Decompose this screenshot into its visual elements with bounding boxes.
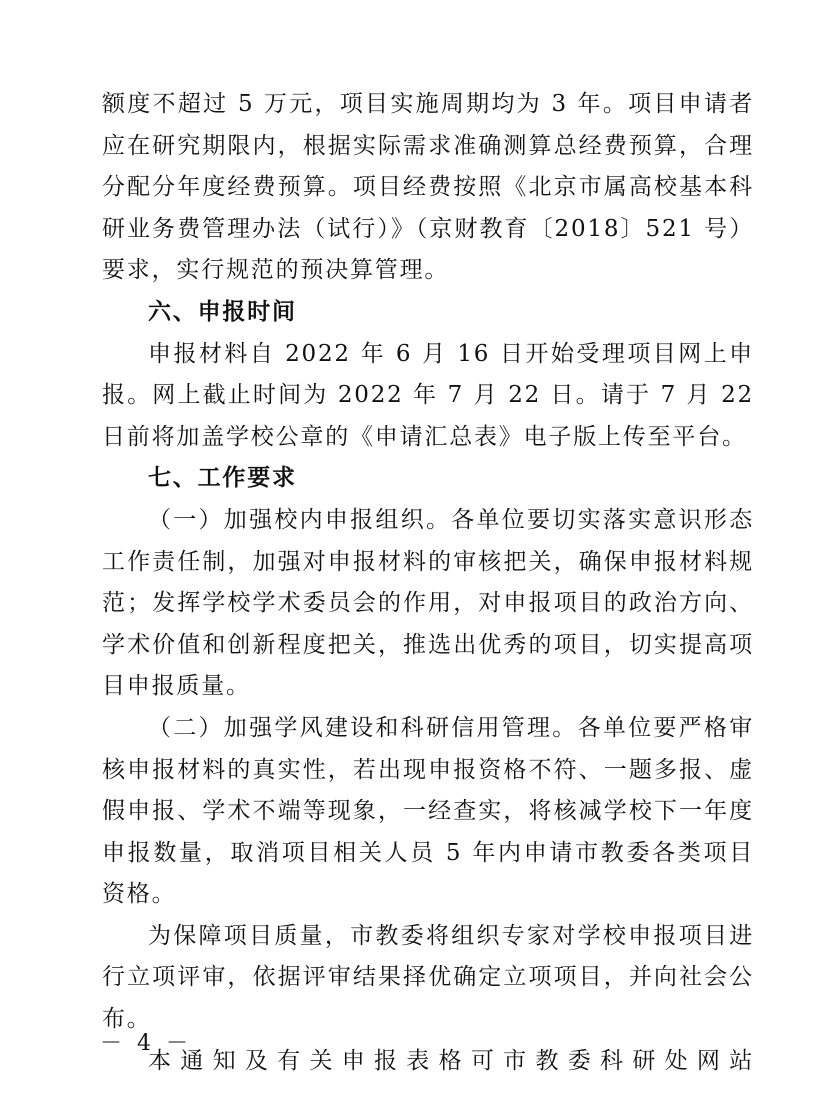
paragraph-review: 为保障项目质量，市教委将组织专家对学校申报项目进行立项评审，依据评审结果择优确定立项项目，并向社会公布。	[102, 922, 754, 1033]
document-body	[102, 84, 754, 1082]
heading-work-requirements: 七、工作要求	[148, 465, 297, 492]
paragraph-requirement-two: （二）加强学风建设和科研信用管理。各单位要严格审核申报材料的真实性，若出现申报资格不符、一题多报、虚假申报、学术不端等现象，一经查实，将核减学校下一年度申报数量，取消项目相关人员 5 年内申请市教委各类项目资格。	[102, 714, 754, 908]
paragraph-notice-continued: 本通知及有关申报表格可市教委科研处网站	[148, 1047, 754, 1074]
paragraph-funding: 额度不超过 5 万元，项目实施周期均为 3 年。项目申请者应在研究期限内，根据实际需求准确测算总经费预算，合理分配分年度经费预算。项目经费按照《北京市属高校基本科研业务费管理办法（试行）》（京财教育〔2018〕521 号）要求，实行规范的预决算管理。	[102, 91, 754, 284]
paragraph-application-time: 申报材料自 2022 年 6 月 16 日开始受理项目网上申报。网上截止时间为 2022 年 7 月 22 日。请于 7 月 22 日前将加盖学校公章的《申请汇总表》电子版上传至平台。	[102, 340, 754, 450]
paragraph-requirement-one: （一）加强校内申报组织。各单位要切实落实意识形态工作责任制，加强对申报材料的审核把关，确保申报材料规范；发挥学校学术委员会的作用，对申报项目的政治方向、学术价值和创新程度把关，推选出优秀的项目，切实提高项目申报质量。	[102, 506, 754, 700]
heading-application-time: 六、申报时间	[148, 298, 297, 325]
page-number: － 4 －	[100, 1031, 192, 1056]
